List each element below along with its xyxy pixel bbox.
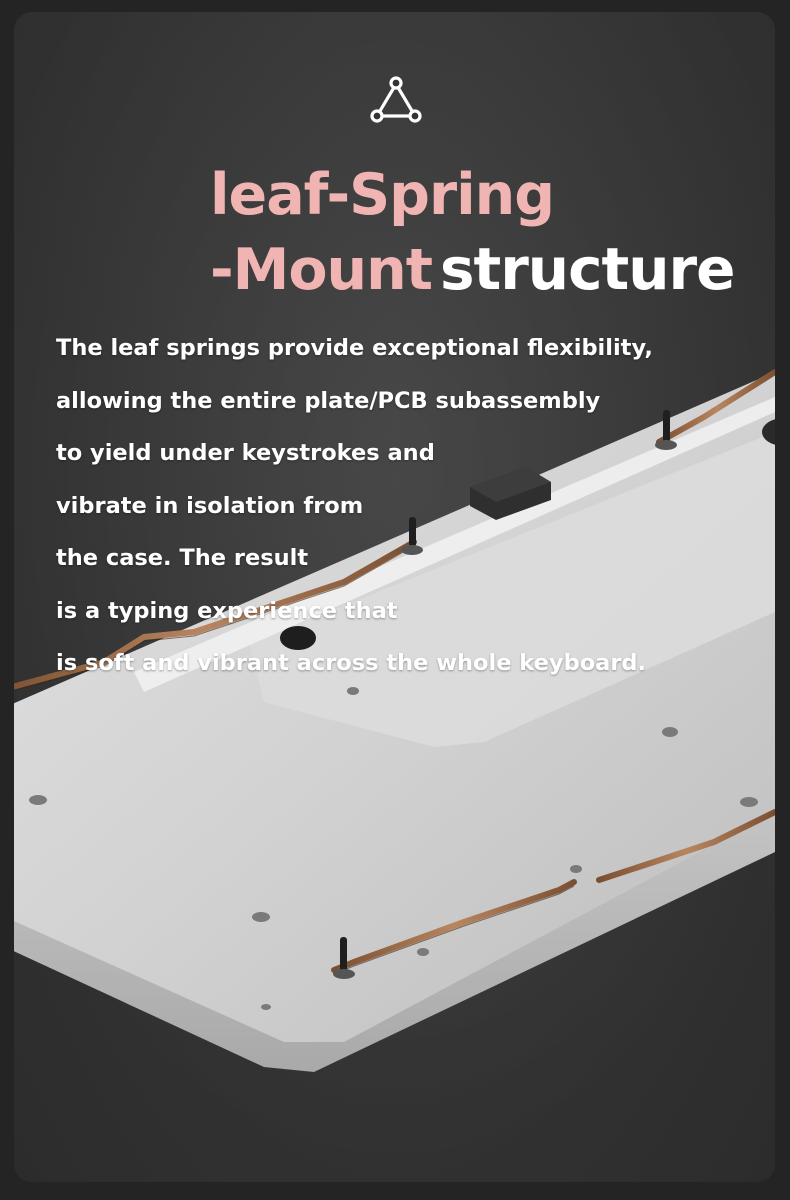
title-line-1: leaf-Spring [210, 162, 554, 228]
description-line: is a typing experience that [56, 597, 398, 624]
title-line-2-pink: -Mount [210, 237, 432, 303]
product-card [14, 12, 775, 1182]
description-line: vibrate in isolation from [56, 492, 364, 519]
description-line: is soft and vibrant across the whole keyboard. [56, 650, 647, 676]
description-line: The leaf springs provide exceptional flexibility, [56, 335, 653, 361]
page-title [210, 158, 734, 307]
description [56, 322, 766, 690]
triangle-nodes-icon [369, 74, 423, 126]
title-line-2-white: structure [439, 235, 735, 303]
description-line: allowing the entire plate/PCB subassembly [56, 387, 601, 414]
description-line: the case. The result [56, 545, 309, 571]
description-line: to yield under keystrokes and [56, 440, 435, 466]
